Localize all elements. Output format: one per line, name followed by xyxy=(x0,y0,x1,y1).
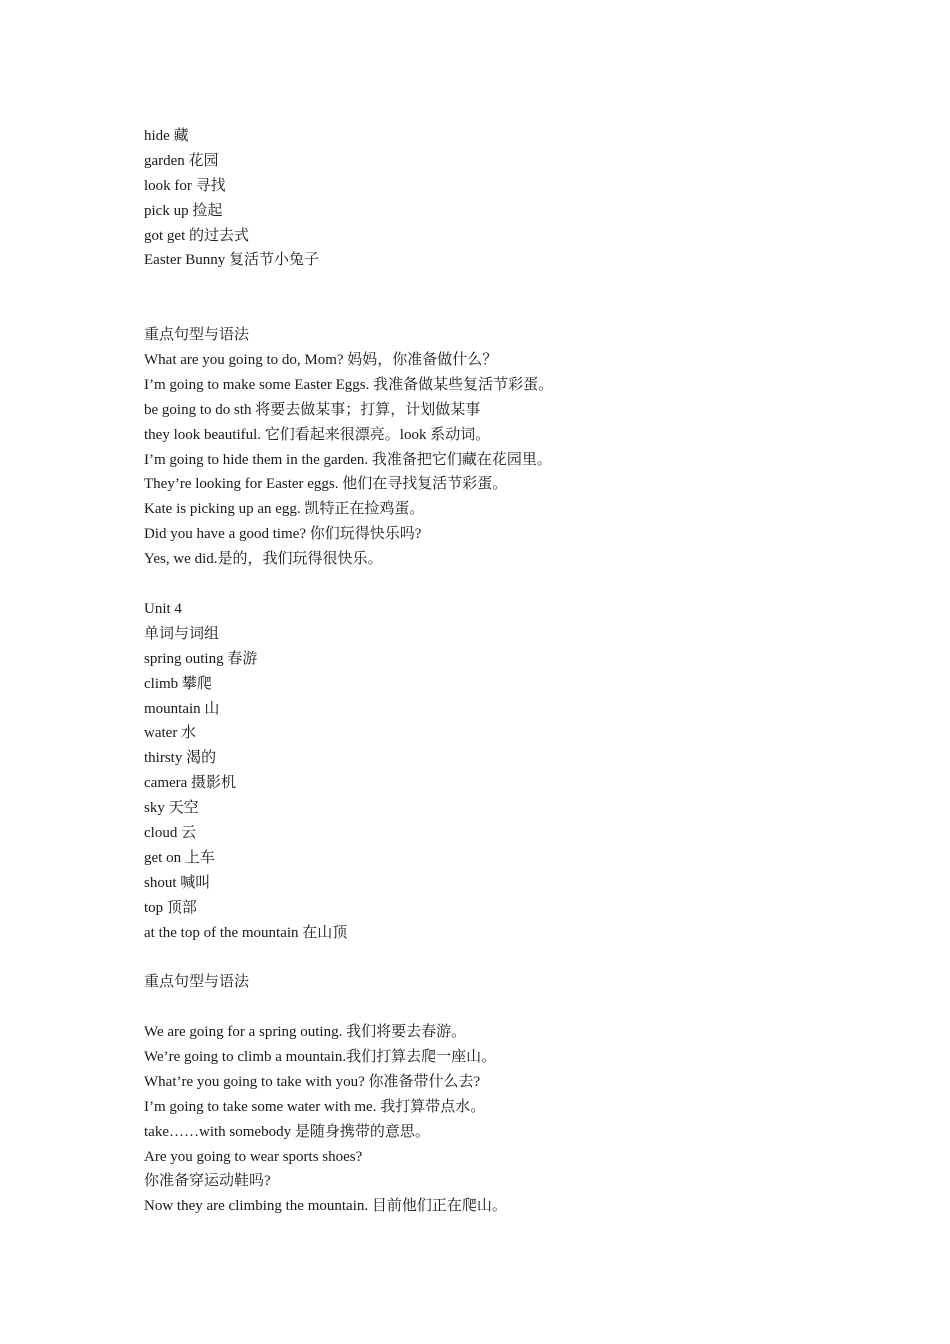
vocab-item: water 水 xyxy=(144,725,197,742)
vocab-item: shout 喊叫 xyxy=(144,874,211,891)
grammar-line: take……with somebody 是随身携带的意思。 xyxy=(144,1123,430,1140)
vocab-item: thirsty 渴的 xyxy=(144,750,217,767)
grammar-line: they look beautiful. 它们看起来很漂亮。look 系动词。 xyxy=(144,426,491,443)
document-content xyxy=(144,124,884,1219)
spacer xyxy=(144,945,884,970)
grammar-line: They’re looking for Easter eggs. 他们在寻找复活节彩蛋。 xyxy=(144,476,508,493)
vocab-item: garden 花园 xyxy=(144,152,219,169)
vocab-item: get on 上车 xyxy=(144,849,215,866)
grammar-line: I’m going to hide them in the garden. 我准备把它们藏在花园里。 xyxy=(144,451,552,468)
vocab-item: cloud 云 xyxy=(144,824,197,841)
spacer xyxy=(144,995,884,1020)
grammar-line: We’re going to climb a mountain.我们打算去爬一座山。 xyxy=(144,1048,497,1065)
section-heading: 重点句型与语法 xyxy=(144,974,250,991)
vocab-item: Easter Bunny 复活节小兔子 xyxy=(144,252,319,269)
grammar-line: 你准备穿运动鞋吗? xyxy=(144,1173,271,1190)
grammar-line: Kate is picking up an egg. 凯特正在捡鸡蛋。 xyxy=(144,501,425,518)
grammar-line: We are going for a spring outing. 我们将要去春游。 xyxy=(144,1024,467,1041)
grammar-line: I’m going to take some water with me. 我打算带点水。 xyxy=(144,1098,486,1115)
vocab-item: top 顶部 xyxy=(144,899,197,916)
spacer xyxy=(144,572,884,597)
spacer xyxy=(144,273,884,323)
vocab-item: climb 攀爬 xyxy=(144,675,212,692)
grammar-line: Are you going to wear sports shoes? xyxy=(144,1148,363,1165)
vocab-item: pick up 捡起 xyxy=(144,202,223,219)
vocab-item: sky 天空 xyxy=(144,800,199,817)
vocab-item: mountain 山 xyxy=(144,700,220,717)
grammar-line: be going to do sth 将要去做某事；打算，计划做某事 xyxy=(144,401,481,418)
vocab-item: camera 摄影机 xyxy=(144,775,237,792)
grammar-line: Yes, we did.是的，我们玩得很快乐。 xyxy=(144,551,383,568)
unit-title: Unit 4 xyxy=(144,600,182,617)
grammar-line: Did you have a good time? 你们玩得快乐吗? xyxy=(144,526,422,543)
grammar-line: I’m going to make some Easter Eggs. 我准备做某些复活节彩蛋。 xyxy=(144,376,554,393)
section-heading: 重点句型与语法 xyxy=(144,327,250,344)
vocab-item: look for 寻找 xyxy=(144,177,226,194)
vocab-item: spring outing 春游 xyxy=(144,650,258,667)
section-heading: 单词与词组 xyxy=(144,625,220,642)
grammar-line: What are you going to do, Mom? 妈妈，你准备做什么？ xyxy=(144,352,498,369)
vocab-item: at the top of the mountain 在山顶 xyxy=(144,924,348,941)
vocab-item: got get 的过去式 xyxy=(144,227,249,244)
grammar-line: Now they are climbing the mountain. 目前他们正在爬山。 xyxy=(144,1198,507,1215)
grammar-line: What’re you going to take with you? 你准备带什么去? xyxy=(144,1073,481,1090)
vocab-item: hide 藏 xyxy=(144,128,189,144)
